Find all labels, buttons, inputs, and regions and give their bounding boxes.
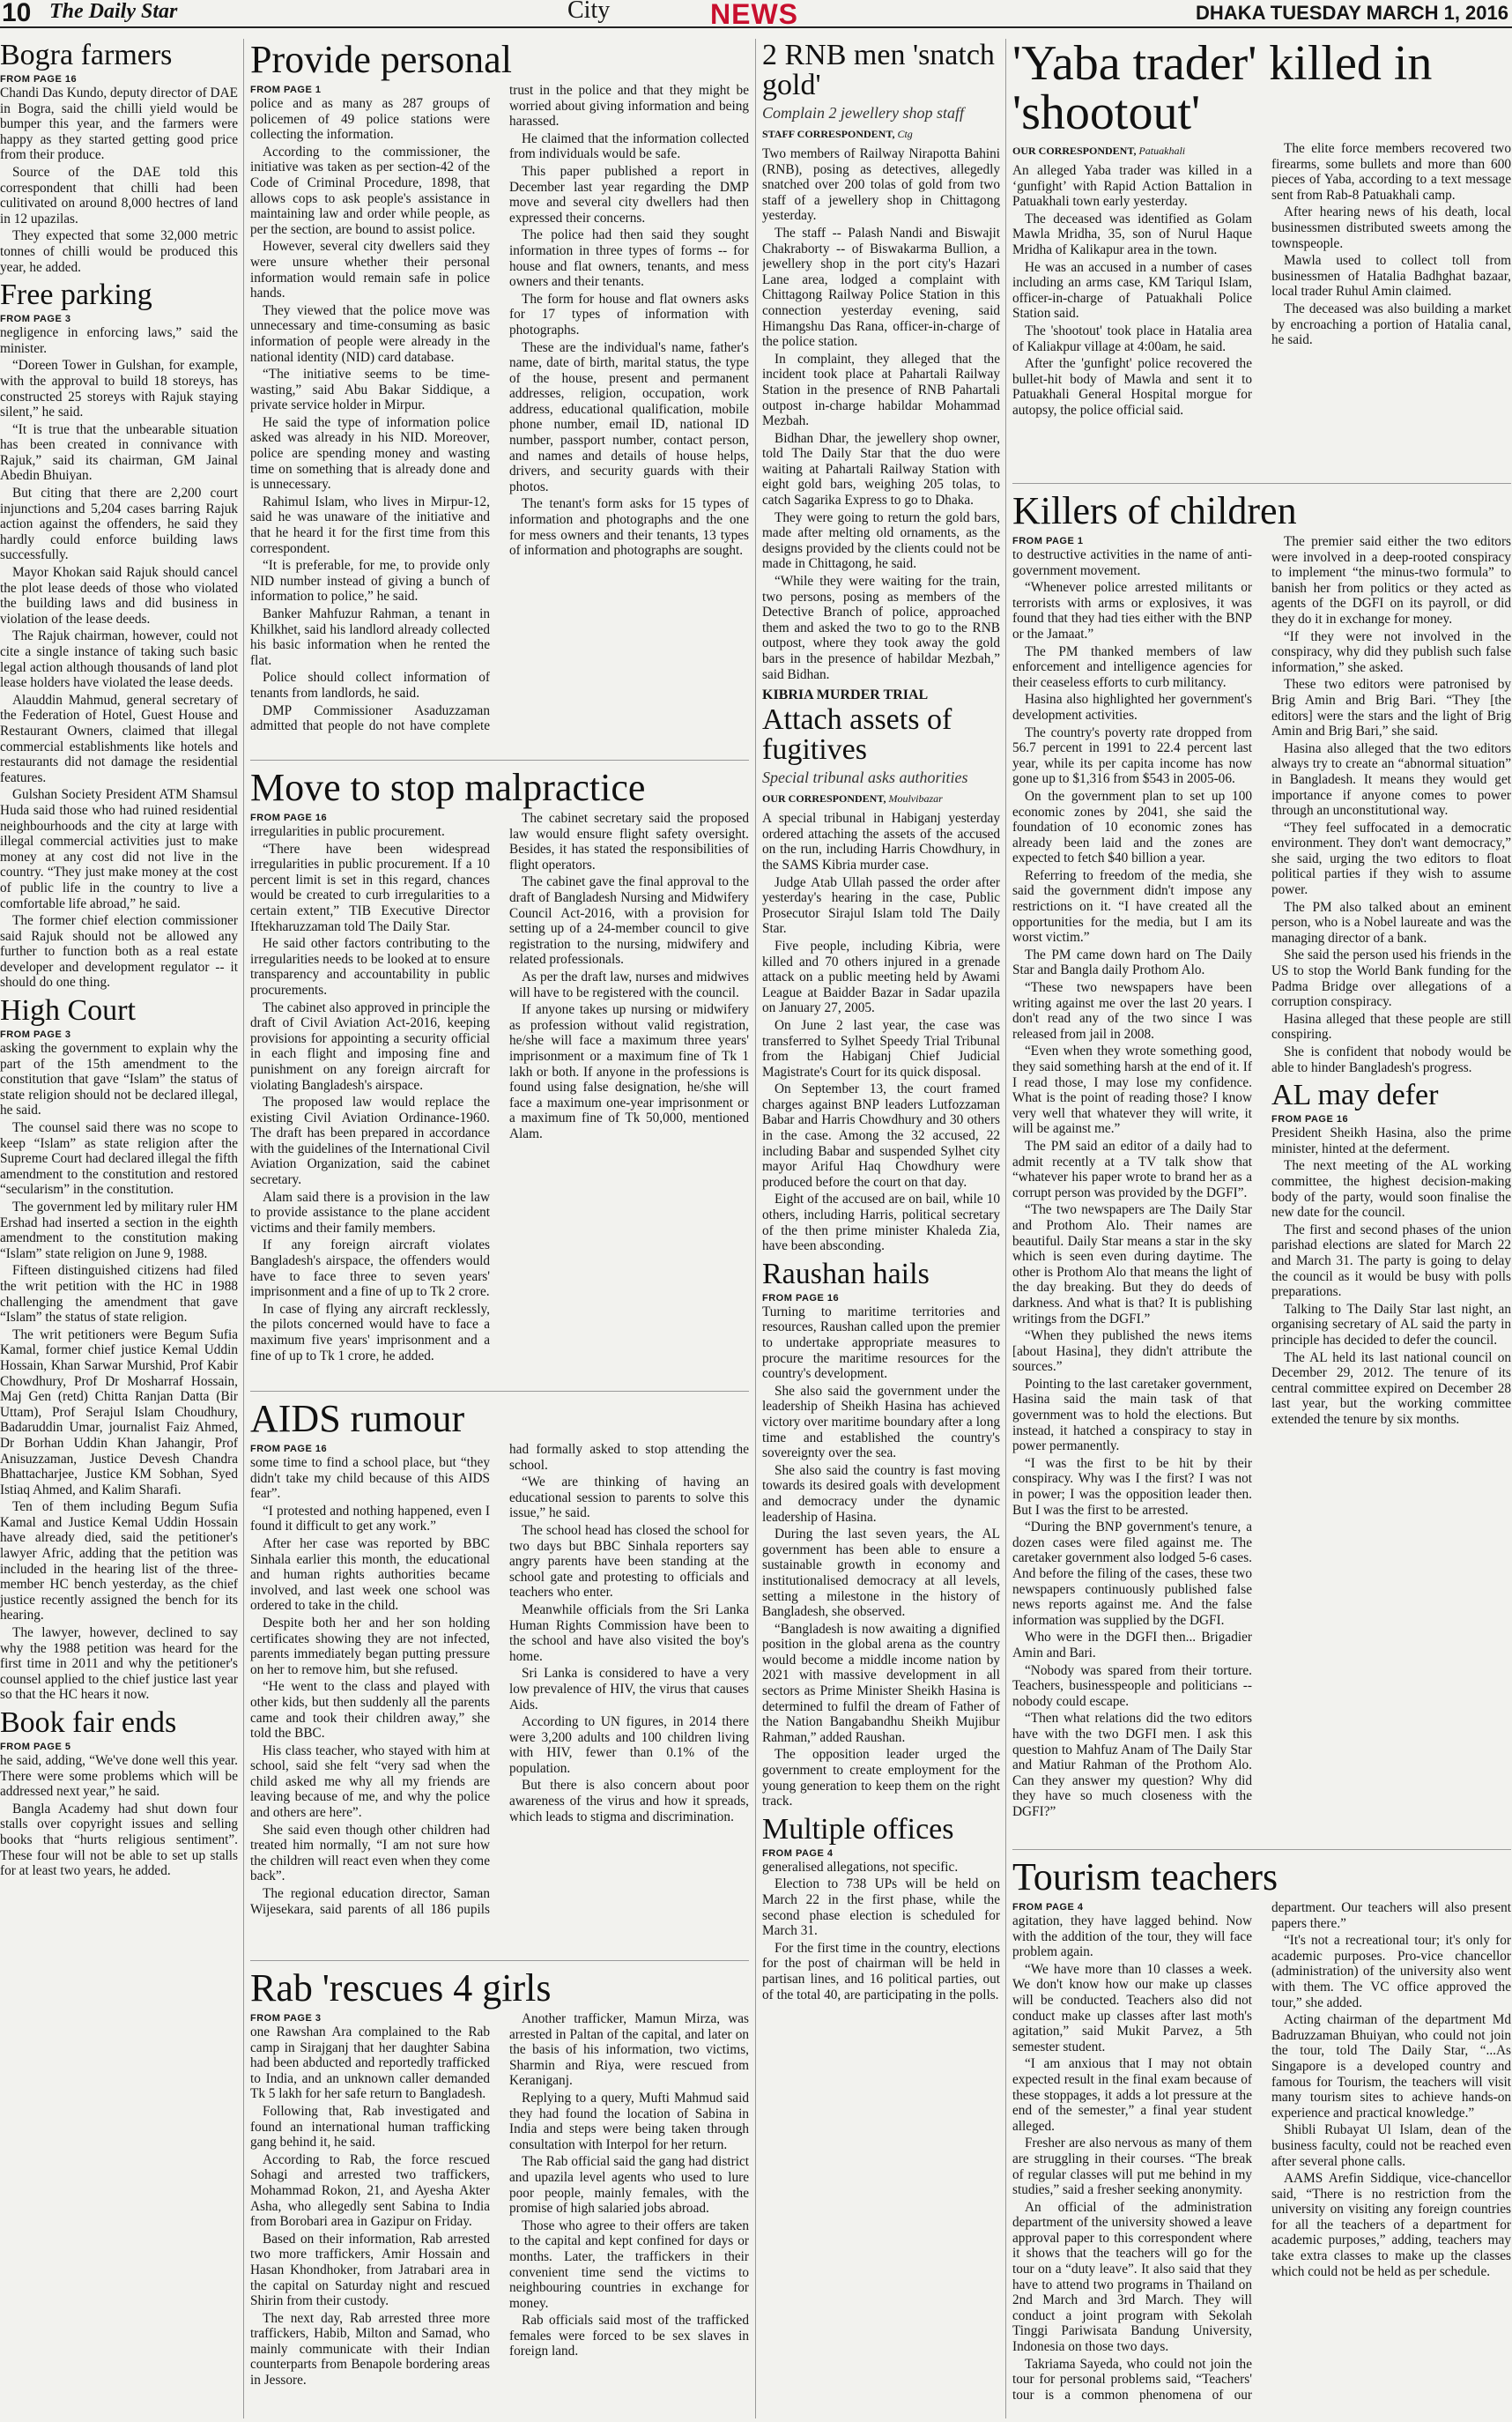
byline-role: OUR CORRESPONDENT, xyxy=(1012,145,1137,157)
jump-line: FROM PAGE 16 xyxy=(250,813,328,823)
paragraph: The AL held its last national council on December 29, 2012. The tenure of its central committee expired on December 28 last year, but the working committee extended the tenure by six months. xyxy=(1271,1349,1511,1427)
jump-line: FROM PAGE 4 xyxy=(762,1847,834,1859)
left-column xyxy=(0,35,238,2420)
article-body xyxy=(250,2011,749,2410)
article-bogra xyxy=(0,41,238,275)
paragraph: After hearing news of his death, local businessmen distributed sweets among the townspeople. xyxy=(1271,204,1511,251)
paragraph: According to Rab, the force rescued Sohagi and arrested two traffickers, Mohammad Rokon, 21, and Ayesha Akter Asha, who allegedly sent Sabina to India from Borobari area in Gazipur on Friday. xyxy=(250,2151,490,2230)
jump-line: FROM PAGE 16 xyxy=(1271,1114,1349,1126)
paragraph: A special tribunal in Habiganj yesterday ordered attaching the assets of the accused on the run, including Harris Chowdhury, in the SAMS Kibria murder case. xyxy=(762,811,1000,873)
paragraph: She is confident that nobody would be able to hinder Bangladesh's progress. xyxy=(1271,1044,1511,1075)
paragraph: But there is also concern about poor awareness of the virus and how it spreads, which leads to stigma and discrimination. xyxy=(509,1778,749,1824)
jump-line: FROM PAGE 5 xyxy=(0,1742,71,1752)
headline: Bogra farmers xyxy=(0,39,173,71)
paragraph: But citing that there are 2,200 court injunctions and 5,204 cases barring Rajuk action against the offenders, he said they hardly could enforce building laws successfully. xyxy=(0,486,238,563)
paragraph: Those who agree to their offers are taken to the capital and kept confined for days or months. Later, the traffickers in their convenient time send the victims to neighbouring countries in exchange for money. xyxy=(509,2218,749,2311)
paragraph: These two editors were patronised by Brig Amin and Brig Bari. “They [the editors] were the stars and the light of Brig Amin and Brig Bari,” she said. xyxy=(1271,677,1511,739)
paragraph: The police had then said they sought information in three types of forms -- for house and flat owners, tenants, and mess owners and their tenants. xyxy=(509,227,749,290)
paragraph: “If they were not involved in the conspiracy, why did they publish such false information,” she asked. xyxy=(1271,628,1511,675)
paragraph: DMP Commissioner Asaduzzaman admitted that people do not have complete trust in the police and that they might be worried about giving information and being harassed. xyxy=(250,83,749,734)
headline: AIDS rumour xyxy=(250,1397,465,1440)
paragraph: Following that, Rab investigated and found an international human trafficking gang behind it, he said. xyxy=(250,2103,490,2151)
section-rule xyxy=(250,1391,749,1392)
paragraph: “While they were waiting for the train, two persons, posing as members of the Detective Branch of police, approached them and asked the two to go to the RNB outpost, where they took away the gold bars in the presence of habildar Mezbah,” said Bidhan. xyxy=(762,574,1000,682)
paragraph: The tenant's form asks for 15 types of information and photographs and the one for mess owners and their tenants, 13 types of information and photographs are sought. xyxy=(509,496,749,559)
jump-line: FROM PAGE 16 xyxy=(250,1444,328,1454)
jump-line: FROM PAGE 1 xyxy=(1012,536,1084,546)
paragraph: The staff -- Palash Nandi and Biswajit Chakraborty -- of Biswakarma Bullion, a jewellery shop in the port city's Hazari Lane area, lodged a complaint with Chittagong Railway Police Station in this connection yesterday evening, said Himangshu Das Rana, officer-in-charge of the police station. xyxy=(762,225,1000,350)
jump-line: FROM PAGE 3 xyxy=(0,1029,71,1041)
paragraph: “I am anxious that I may not obtain expected result in the final exam because of these stoppages, it adds a lot pressure at the end of the semester,” a final year student alleged. xyxy=(1012,2056,1252,2134)
paragraph: She said the person used his friends in the US to stop the World Bank funding for the Padma Bridge over allegations of a corruption conspiracy. xyxy=(1271,947,1511,1010)
byline xyxy=(762,792,1000,806)
paragraph: “Doreen Tower in Gulshan, for example, with the approval to build 18 storeys, has constructed 25 storeys with Rajuk staying silent,” he said. xyxy=(0,358,238,420)
column-divider xyxy=(243,39,244,2418)
paragraph: Hasina alleged that these people are still conspiring. xyxy=(1271,1011,1511,1043)
paragraph: “They feel suffocated in a democratic environment. They don't want democracy,” she said, urging the two editors to float political parties if they wish to assume power. xyxy=(1271,820,1511,898)
paragraph: “Whenever police arrested militants or terrorists with arms or explosives, it was found that they had ties either with the BNP or the Jamaat.” xyxy=(1012,580,1252,642)
jump-line: FROM PAGE 4 xyxy=(1012,1902,1084,1913)
byline-location: Moulvibazar xyxy=(888,792,943,806)
headline: AL may defer xyxy=(1271,1079,1439,1112)
paragraph: Five people, including Kibria, were killed and 70 others injured in a grenade attack on a public meeting held by Awami League at Baidder Bazar in Sadar upazila on January 27, 2005. xyxy=(762,938,1000,1016)
paragraph: one Rawshan Ara complained to the Rab camp in Sirajganj that her daughter Sabina had been abducted and reportedly trafficked to India, and an unknown caller demanded Tk 5 lakh for her safe return to Bangladesh. xyxy=(250,2025,490,2102)
headline: 'Yaba trader' killed in 'shootout' xyxy=(1012,36,1433,140)
paragraph: Shibli Rubayat Ul Islam, dean of the business faculty, could not be reached even after several phone calls. xyxy=(1271,2122,1511,2169)
paragraph: The PM thanked members of law enforcement and intelligence agencies for their ceaseless efforts to curb militancy. xyxy=(1012,643,1252,690)
paragraph: He claimed that the information collected from individuals would be safe. xyxy=(509,130,749,162)
paragraph: These are the individual's name, father's name, date of birth, marital status, the type of the house, present and permanent addresses, religion, occupation, work address, educational qualification, mobile phone number, email ID, national ID number, passport number, contact person, and names and details of house helps, drivers, and security guards with their photos. xyxy=(509,339,749,494)
headline: 2 RNB men 'snatch gold' xyxy=(762,39,995,101)
paragraph: Pointing to the last caretaker government, Hasina said the main task of that government was to hold the elections. But instead, it hatched a conspiracy to stay in power permanently. xyxy=(1012,1376,1252,1454)
paragraph: “When they published the news items [about Hasina], they didn't attribute the sources.” xyxy=(1012,1328,1252,1375)
paragraph: After her case was reported by BBC Sinhala earlier this month, the educational and human rights authorities became involved, and last week one school was ordered to take in the child. xyxy=(250,1535,490,1614)
paragraph: Who were in the DGFI then... Brigadier Amin and Bari. xyxy=(1012,1630,1252,1660)
paragraph: In complaint, they alleged that the incident took place at Pahartali Railway Station in the presence of RNB Pahartali outpost in-charge habildar Mohammad Mezbah. xyxy=(762,351,1000,429)
paragraph: Sri Lanka is considered to have a very low prevalence of HIV, the virus that causes Aids. xyxy=(509,1666,749,1712)
deck: Complain 2 jewellery shop staff xyxy=(762,104,964,122)
paragraph: Based on their information, Rab arrested two more traffickers, Amir Hossain and Hasan Khondhoker, from Jatrabari area in the capital on Saturday night and rescued Shirin from their custody. xyxy=(250,2231,490,2309)
paragraph: This paper published a report in December last year regarding the DMP move and several city dwellers had then expressed their concerns. xyxy=(509,163,749,226)
paragraph: “I protested and nothing happened, even I found it difficult to get any work.” xyxy=(250,1503,490,1534)
byline xyxy=(1012,145,1252,158)
paragraph: “During the BNP government's tenure, a dozen cases were filed against me. The caretaker government also lodged 5-6 cases. And before the filing of the cases, these two newspapers continuously published false news reports against me. And the false information was supplied by the DGFI. xyxy=(1012,1519,1252,1628)
paragraph: President Sheikh Hasina, also the prime minister, hinted at the deferment. xyxy=(1271,1126,1511,1156)
paragraph: “Then what relations did the two editors have with the two DGFI men. I ask this question to Mahfuz Anam of The Daily Star and Matiur Rahman of the Prothom Alo. Can they answer my question? Why did they have so much closeness with the DGFI?” xyxy=(1012,1711,1252,1819)
paragraph: They viewed that the police move was unnecessary and time-consuming as basic information of people were already in the national identity (NID) card database. xyxy=(250,302,490,365)
paragraph: The school head has closed the school for two days but BBC Sinhala reporters say angry parents have been standing at the school gate and protesting to officials and teachers who enter. xyxy=(509,1522,749,1601)
section-news-label: NEWS xyxy=(710,0,798,30)
paragraph: According to UN figures, in 2014 there were 3,200 adults and 100 children living with HIV, fewer than 0.1% of the population. xyxy=(509,1714,749,1776)
article-tourism-teachers xyxy=(1012,1853,1511,2420)
paragraph: The cabinet secretary said the proposed law would ensure flight safety oversight. Besides, it has stated the responsibilities of flight operators. xyxy=(509,811,749,873)
article-body xyxy=(250,83,749,746)
paragraph: Acting chairman of the department Md Badruzzaman Bhuiyan, who could not join the tour, told The Daily Star, “...As Singapore is a developed country and famous for Tourism, the teachers will visit many tourism sites to achieve hands-on experience and practical knowledge.” xyxy=(1271,2012,1511,2121)
paragraph: “He went to the class and played with other kids, but then suddenly all the parents came and took their children away,” she told the BBC. xyxy=(250,1679,490,1742)
paragraph: The premier said either the two editors were involved in a deep-rooted conspiracy to implement “the minus-two formula” to banish her from politics or they acted as agents of the DGFI on its payroll, or did they do it in exchange for money. xyxy=(1271,534,1511,627)
page-number: 10 xyxy=(2,0,32,27)
headline: Tourism teachers xyxy=(1012,1855,1279,1898)
paragraph: “It is preferable, for me, to provide only NID number instead of giving a bunch of information to police,” he said. xyxy=(250,558,490,605)
paragraph: Judge Atab Ullah passed the order after yesterday's hearing in the case, Public Prosecutor Sirajul Islam told The Daily Star. xyxy=(762,874,1000,937)
paragraph: AAMS Arefin Siddique, vice-chancellor said, “There is no restriction from the university on visiting any foreign countries for all the teachers of a department for academic purposes,” adding, teachers may take extra classes to make up the classes which could not be held as per schedule. xyxy=(1271,2171,1511,2279)
article-aids-rumour xyxy=(250,1394,749,1958)
paragraph: “Bangladesh is now awaiting a dignified position in the global arena as the country would become a middle income nation by 2021 with massive development in all sectors as Prime Minister Sheikh Hasina is determined to fulfil the dream of Father of the Nation Bangabandhu Sheikh Mujibur Rahman,” added Raushan. xyxy=(762,1621,1000,1745)
byline-role: OUR CORRESPONDENT, xyxy=(762,792,886,806)
paragraph: The PM said an editor of a daily had to admit recently at a TV talk show that “whatever his paper wrote to brand her as a corrupt person was provided by the DGFI”. xyxy=(1012,1138,1252,1200)
article-book-fair xyxy=(0,1708,238,1879)
paragraph: The elite force members recovered two firearms, some bullets and more than 600 pieces of Yaba, according to a text message sent from Rab-8 Patuakhali camp. xyxy=(1271,141,1511,203)
article-killers-of-children xyxy=(1012,487,1511,1847)
paragraph: They expected that some 32,000 metric tonnes of chilli would be produced this year, he added. xyxy=(0,228,238,275)
headline: Raushan hails xyxy=(762,1257,930,1290)
paragraph: She also said the country is fast moving towards its desired goals with development and democracy under the dynamic leadership of Hasina. xyxy=(762,1462,1000,1525)
paragraph: Rab officials said most of the trafficked females were forced to be sex slaves in foreign land. xyxy=(509,2313,749,2359)
paragraph: The Rajuk chairman, however, could not cite a single instance of taking such basic legal action although thousands of land plot lease holders have violated the lease deeds. xyxy=(0,628,238,691)
article-provide-personal xyxy=(250,35,749,758)
paragraph: An official of the administration department of the university showed a leave approval paper to this correspondent where it shows that the teachers will go for the tour on a “duty leave”. It also said that they have to attend two programs in Thailand on 2nd March and 3rd March. They will conduct a joint program with Sekolah Tinggi Pariwisata Bandung University, Indonesia on those two days. xyxy=(1012,2199,1252,2355)
paragraph: Takriama Sayeda, who could not join the tour for personal problems said, “Teachers' tour is a common phenomena of our department. Our teachers will also present papers there.” xyxy=(1012,1900,1511,2403)
paragraph: On June 2 last year, the case was transferred to Sylhet Speedy Trial Tribunal from the Habiganj Chief Judicial Magistrate's Court for its quick disposal. xyxy=(762,1017,1000,1080)
paragraph: The first and second phases of the union parishad elections are slated for March 22 and March 31. The party is going to delay the council as it would be busy with polls preparations. xyxy=(1271,1222,1511,1300)
middle-right-column xyxy=(762,35,1000,2420)
article-yaba-trader xyxy=(1012,35,1511,480)
paragraph: negligence in enforcing laws,” said the minister. xyxy=(0,325,238,356)
paragraph: The cabinet gave the final approval to the draft of Bangladesh Nursing and Midwifery Council Act-2016, with a provision for setting up of a 24-member council to give registration to the nursing, midwifery and related professionals. xyxy=(509,874,749,968)
paragraph: His class teacher, who stayed with him at school, said she felt “very sad when the child asked me why all my friends are leaving because of me, and why the police and others are here”. xyxy=(250,1742,490,1821)
article-rnb-gold xyxy=(762,41,1000,682)
section-rule xyxy=(250,760,749,761)
paragraph: The PM also talked about an eminent person, who is a Nobel laureate and was the managing director of a bank. xyxy=(1271,899,1511,946)
paragraph: Another trafficker, Mamun Mirza, was arrested in Paltan of the capital, and later on the basis of his information, two victims, Sharmin and Riya, were rescued from Keraniganj. xyxy=(509,2011,749,2089)
paragraph: Election to 738 UPs will be held on March 22 in the first phase, while the second phase election is scheduled for March 31. xyxy=(762,1876,1000,1939)
article-al-may-defer xyxy=(1271,1081,1511,1427)
paragraph: She said even though other children had treated him normally, “I am not sure how the children will react even when they come back”. xyxy=(250,1822,490,1884)
paragraph: to destructive activities in the name of anti-government movement. xyxy=(1012,547,1252,578)
article-multiple-offices xyxy=(762,1812,1000,2002)
jump-line: FROM PAGE 16 xyxy=(0,74,78,85)
paragraph: The deceased was also building a market by encroaching a portion of Hatalia canal, he said. xyxy=(1271,301,1511,348)
paragraph: The counsel said there was no scope to keep “Islam” as state religion after the Supreme Court had declared illegal the fifth amendment to the constitution and restored “secularism” in the constitution. xyxy=(0,1120,238,1198)
paragraph: “I was the first to be hit by their conspiracy. Why was I the first? I was not in power; I was the opposition leader then. But I was the first to be arrested. xyxy=(1012,1455,1252,1518)
paragraph: Alam said there is a provision in the law to provide assistance to the plane accident victims and their family members. xyxy=(250,1189,490,1236)
paragraph: He said other factors contributing to the irregularities needs to be looked at to ensure transparency and accountability in public procurements. xyxy=(250,936,490,998)
kicker: KIBRIA MURDER TRIAL xyxy=(762,687,929,703)
paragraph: The opposition leader urged the government to create employment for the young generation to keep them on the right track. xyxy=(762,1747,1000,1809)
headline: Rab 'rescues 4 girls xyxy=(250,1966,552,2010)
paragraph: However, several city dwellers said they were unsure whether their personal information would remain safe in police hands. xyxy=(250,239,490,301)
paragraph: Banker Mahfuzur Rahman, a tenant in Khilkhet, said his landlord already collected his basic information when he rented the flat. xyxy=(250,606,490,668)
paragraph: police and as many as 287 groups of policemen of 49 police stations were collecting the information. xyxy=(250,96,490,143)
paragraph: The 'shootout' took place in Hatalia area of Kaliakpur village at 4:00am, he said. xyxy=(1012,323,1252,354)
paragraph: She also said the government under the leadership of Sheikh Hasina has achieved victory over maritime boundary after a long time and established the country's sovereignty over the sea. xyxy=(762,1383,1000,1461)
paragraph: Bangla Academy had shut down four stalls over copyright issues and selling books that “hurts religious sentiment”. These four will not be able to set up stalls for at least two years, he added. xyxy=(0,1801,238,1879)
column-divider xyxy=(1005,39,1006,2418)
paragraph: “We are thinking of having an educational session to parents to solve this issue,” he said. xyxy=(509,1475,749,1521)
paragraph: For the first time in the country, elections for the post of chairman will be held in partisan lines, and 16 political parties, out of the total 40, are participating in the polls. xyxy=(762,1940,1000,2002)
jump-line: FROM PAGE 3 xyxy=(0,314,71,325)
paragraph: According to the commissioner, the initiative was taken as per section-42 of the Code of Criminal Procedure, 1898, that allows cops to ask people's assistance in maintaining law and order while people, as per the section, are bound to assist police. xyxy=(250,144,490,237)
article-body xyxy=(1012,534,1511,1835)
headline: Move to stop malpractice xyxy=(250,766,646,809)
paragraph: The deceased was identified as Golam Mawla Mridha, 35, son of Nurul Haque Mridha of Kalikapur area in the town. xyxy=(1012,211,1252,257)
paragraph: He was an accused in a number of cases including an arms case, KM Tariqul Islam, officer-in-charge of Patuakhali Police Station said. xyxy=(1012,259,1252,322)
headline: Attach assets of fugitives xyxy=(762,703,952,767)
jump-line: FROM PAGE 3 xyxy=(250,2013,322,2024)
byline-location: Ctg xyxy=(897,128,913,140)
headline: Killers of children xyxy=(1012,489,1297,532)
jump-line: FROM PAGE 16 xyxy=(762,1292,840,1304)
paragraph: Rahimul Islam, who lives in Mirpur-12, said he was unaware of the initiative and that he heard it for the first time from this correspondent. xyxy=(250,494,490,556)
paragraph: “It's not a recreational tour; it's only for academic purposes. Pro-vice chancellor (administration) of the university also went with them. The VC office approved the tour,” she added. xyxy=(1271,1933,1511,2010)
paragraph: Gulshan Society President ATM Shamsul Huda said those who had ruined residential neighbourhoods and the city at large with illegal commercial activities just to make money at any cost did not live in the country. “They just make money at the cost of public life in the country to live a comfortable life abroad,” he said. xyxy=(0,787,238,911)
paragraph: Replying to a query, Mufti Mahmud said they had found the location of Sabina in India and steps were being taken through consultation with Interpol for her return. xyxy=(509,2090,749,2152)
article-rab-rescues xyxy=(250,1964,749,2420)
paragraph: Source of the DAE told this correspondent that chilli had been culitivated on around 8,000 hectres of land in 12 upazilas. xyxy=(0,164,238,227)
paragraph: Hasina also alleged that the two editors always try to create an “abnormal situation” in Bangladesh. It means they would get importance if anyone comes to power through an unconstitutional way. xyxy=(1271,740,1511,819)
article-high-court xyxy=(0,996,238,1703)
paragraph: “The two newspapers are The Daily Star and Prothom Alo. Their names are beautiful. Daily Star means a star in the sky which is seen even during daytime. The other is Prothom Alo that means the light of the day breaking. But they do deeds of darkness. And what is that? It is publishing writings from the DGFI.” xyxy=(1012,1202,1252,1326)
paragraph: Referring to freedom of the media, she said the government didn't impose any restrictions on it. “I have created all the opportunities for the media, but I am its worst victim.” xyxy=(1012,867,1252,946)
paragraph: agitation, they have lagged behind. Now with the addition of the tour, they will face problem again. xyxy=(1012,1913,1252,1960)
paragraph: “There have been widespread irregularities in public procurement. If a 10 percent limit is set in this regard, chances would be created to curb irregularities to a certain extent,” TIB Executive Director Iftekharuzzaman told The Daily Star. xyxy=(250,841,490,934)
section-rule xyxy=(250,1960,749,1961)
paragraph: Meanwhile officials from the Sri Lanka Human Rights Commission have been to the school and have also visited the boy's home. xyxy=(509,1601,749,1664)
paragraph: Fresher are also nervous as many of them are struggling in their courses. “The break of regular classes will put me behind in my studies,” said a fresher seeking anonymity. xyxy=(1012,2136,1252,2198)
paragraph: some time to find a school place, but “they didn't take my child because of this AIDS fear”. xyxy=(250,1455,490,1502)
paragraph: After the 'gunfight' police recovered the bullet-hit body of Mawla and sent it to Patuakhali General Hospital morgue for autopsy, the police official said. xyxy=(1012,356,1252,418)
paragraph: Eight of the accused are on bail, while 10 others, including Harris, political secretary of the then prime minister Khaleda Zia, have been absconding. xyxy=(762,1192,1000,1254)
article-body xyxy=(250,1442,749,1946)
paragraph: generalised allegations, not specific. xyxy=(762,1859,959,1875)
paragraph: The next meeting of the AL working committee, the highest decision-making body of the party, would soon finalise the new date for the council. xyxy=(1271,1158,1511,1221)
paragraph: Fifteen distinguished citizens had filed the writ petition with the HC in 1988 challenging the amendment that gave “Islam” the status of state religion. xyxy=(0,1263,238,1326)
paragraph: Despite both her and her son holding certificates showing they are not infected, parents immediately began putting pressure on her to remove him, but she refused. xyxy=(250,1615,490,1677)
paragraph: “We have more than 10 classes a week. We don't know how our make up classes will be conducted. Teachers also did not conduct make up classes after last moth's agitation,” said Mukit Parvez, a 5th semester student. xyxy=(1012,1961,1252,2054)
paragraph: “Nobody was spared from their torture. Teachers, businesspeople and politicians -- nobody could escape. xyxy=(1012,1662,1252,1709)
paragraph: Ten of them including Begum Sufia Kamal and Justice Kemal Uddin Hossain have already died, said the petitioner's lawyer Afric, adding that the petition was included in the hearing list of the three-member HC bench yesterday, as the chief justice recently assigned the bench for its hearing. xyxy=(0,1499,238,1623)
paragraph: The form for house and flat owners asks for 17 types of information with photographs. xyxy=(509,291,749,338)
paragraph: “These two newspapers have been writing against me over the last 20 years. I don't read any of the two since I was released from jail in 2008. xyxy=(1012,980,1252,1042)
paragraph: Alauddin Mahmud, general secretary of the Federation of Hotel, Guest House and Restaurant Owners, claimed that illegal commercial establishments like hotels and restaurants did not damage the residential features. xyxy=(0,692,238,785)
masthead xyxy=(0,0,1512,28)
headline: Provide personal xyxy=(250,38,512,81)
paragraph: The lawyer, however, declined to say why the 1988 petition was heard for the first time in 2011 and why the petitioner's counsel applied to the chief justice last year so that the HC hears it now. xyxy=(0,1625,238,1703)
paper-logo: The Daily Star xyxy=(49,0,178,23)
paragraph: Chandi Das Kundo, deputy director of DAE in Bogra, said the chilli yield would be bumper this year, and the farmers were happy as they started getting good price from their produce. xyxy=(0,85,238,163)
paragraph: Talking to The Daily Star last night, an organising secretary of AL said the party in principle has decided to defer the council. xyxy=(1271,1301,1511,1348)
paragraph: The proposed law would replace the existing Civil Aviation Ordinance-1960. The draft has been prepared in accordance with the guidelines of the International Civil Aviation Organization, said the cabinet secretary. xyxy=(250,1095,490,1188)
paragraph: irregularities in public procurement. xyxy=(250,824,445,839)
paragraph: “The initiative seems to be time-wasting,” said Abu Bakar Siddique, a private service holder in Mirpur. xyxy=(250,367,490,413)
paragraph: “It is true that the unbearable situation has been created in connivance with Rajuk,” said its chairman, GM Jainal Abedin Bhuiyan. xyxy=(0,421,238,484)
headline: Free parking xyxy=(0,279,152,312)
paragraph: He said the type of information police asked was already in his NID. Moreover, police are spending money and wasting time on something that is already done and is unnecessary. xyxy=(250,414,490,493)
section-label: City xyxy=(567,0,611,24)
paragraph: “Even when they wrote something good, they said something harsh at the end of it. If I read those, I may lose my confidence. What is the point of reading those? I know very well that whatever they will write, it will be against me.” xyxy=(1012,1044,1252,1137)
headline: Multiple offices xyxy=(762,1812,954,1846)
section-rule xyxy=(1012,483,1511,484)
paragraph: They were going to return the gold bars, made after melting old ornaments, as the designs provided by the clients could not be made in Chittagong, he said. xyxy=(762,509,1000,572)
paragraph: The writ petitioners were Begum Sufia Kamal, former chief justice Kemal Uddin Hossain, Khan Sarwar Murshid, Prof Kabir Chowdhury, Prof Dr Mosharraf Hossain, Maj Gen (retd) Chitta Ranjan Datta (Bir Uttam), Prof Serajul Islam Choudhury, Badaruddin Umar, journalist Faiz Ahmed, Dr Borhan Uddin Khan Jahangir, Prof Anisuzzaman, Justice Devesh Chandra Bhattacharjee, Justice KM Sobhan, Syed Istiaq Ahmed, and Kalim Sharafi. xyxy=(0,1326,238,1497)
paragraph: The next day, Rab arrested three more traffickers, Habib, Milton and Samad, who mainly communicate with their Indian counterparts from Benapole bordering areas in Jessore. xyxy=(250,2310,490,2389)
article-body xyxy=(1012,141,1511,432)
paragraph: The PM came down hard on The Daily Star and Bangla daily Prothom Alo. xyxy=(1012,947,1252,978)
paragraph: he said, adding, “We've done well this year. There were some problems which will be addressed next year,” he said. xyxy=(0,1753,238,1800)
byline-role: STAFF CORRESPONDENT, xyxy=(762,128,895,140)
paragraph: An alleged Yaba trader was killed in a ‘gunfight’ with Rapid Action Battalion in Patuakhali town early yesterday. xyxy=(1012,163,1252,210)
paragraph: Turning to maritime territories and resources, Raushan called upon the premier to undertake appropriate measures to procure the maritime resources for the country's development. xyxy=(762,1304,1000,1382)
paragraph: The government led by military ruler HM Ershad had inserted a section in the eighth amendment to the constitution making “Islam” state religion on June 9, 1988. xyxy=(0,1200,238,1261)
article-free-parking xyxy=(0,280,238,991)
article-raushan xyxy=(762,1259,1000,1809)
column-divider xyxy=(755,39,756,2418)
paragraph: The country's poverty rate dropped from 56.7 percent in 1991 to 22.4 percent last year, while its per capita income has now gone up to $1,316 from $543 in 2005-06. xyxy=(1012,724,1252,787)
deck: Special tribunal asks authorities xyxy=(762,769,968,787)
paragraph: asking the government to explain why the part of the 15th amendment to the constitution that gave “Islam” the status of state religion should not be declared illegal, he said. xyxy=(0,1041,238,1118)
paragraph: If any foreign aircraft violates Bangladesh's airspace, the offenders would have to face three to seven years' imprisonment and a fine of up to Tk 2 crore. xyxy=(250,1237,490,1300)
paragraph: On September 13, the court framed charges against BNP leaders Lutfozzaman Babar and Harris Chowdhury and 30 others in the case. Among the 32 accused, 22 including Babar and suspended Sylhet city mayor Ariful Haq Chowdhury were produced before the court on that day. xyxy=(762,1081,1000,1190)
paragraph: On the government plan to set up 100 economic zones by 2041, she said the foundation of 10 economic zones has already been laid and the zones are expected to fetch $40 billion a year. xyxy=(1012,788,1252,866)
paragraph: The former chief election commissioner said Rajuk should not be allowed any further to function both as a real estate developer and development regulator -- it should do one thing. xyxy=(0,913,238,991)
paragraph: Police should collect information of tenants from landlords, he said. xyxy=(250,670,490,701)
jump-line: FROM PAGE 1 xyxy=(250,85,322,95)
paragraph: The cabinet also approved in principle the draft of Civil Aviation Act-2016, keeping provisions for appointing a security official in each flight and imposing fine and punishment on any foreign aircraft for violating Bangladesh's airspace. xyxy=(250,999,490,1093)
paragraph: In case of flying any aircraft recklessly, the pilots concerned would have to face a maximum five years' imprisonment and a fine of up to Tk 1 crore, he added. xyxy=(250,1301,490,1363)
byline xyxy=(762,128,1000,141)
dateline: DHAKA TUESDAY MARCH 1, 2016 xyxy=(1196,2,1508,24)
paragraph: Mayor Khokan said Rajuk should cancel the plot lease deeds of those who violated the building laws and did business in violation of the lease deeds. xyxy=(0,565,238,627)
paragraph: Two members of Railway Nirapotta Bahini (RNB), posing as detectives, allegedly snatched over 200 tolas of gold from two staff of a jewellery shop in Chittagong yesterday. xyxy=(762,146,1000,224)
article-body xyxy=(1012,1900,1511,2408)
paragraph: The regional education director, Saman Wijesekara, said parents of all 186 pupils had formally asked to stop attending the school. xyxy=(250,1442,749,1917)
paragraph: Hasina also highlighted her government's development activities. xyxy=(1012,692,1252,723)
headline: Book fair ends xyxy=(0,1706,177,1739)
paragraph: As per the draft law, nurses and midwives will have to be registered with the council. xyxy=(509,969,749,1000)
paragraph: The Rab official said the gang had district and upazila level agents who used to lure poor people, mainly females, with the promise of high salaried jobs abroad. xyxy=(509,2154,749,2217)
paragraph: During the last seven years, the AL government has been able to ensure a sustainable growth in economy and institutionalised democracy at all levels, setting a milestone in the history of Bangladesh, she observed. xyxy=(762,1527,1000,1620)
article-malpractice xyxy=(250,763,749,1389)
paragraph: If anyone takes up nursing or midwifery as profession without valid registration, he/she will face a maximum three years' imprisonment or a maximum fine of Tk 1 lakh or both. If anyone in the professions is found using false designation, he/she will face a maximum one-year imprisonment or a maximum fine of Tk 50,000, mentioned Alam. xyxy=(509,1002,749,1141)
article-kibria xyxy=(762,687,1000,1254)
article-body xyxy=(250,811,749,1375)
paragraph: Bidhan Dhar, the jewellery shop owner, told The Daily Star that the duo were waiting at Pahartali Railway Station with eight gold bars, weighing 205 tolas, to catch Sagarika Express to go to Dhaka. xyxy=(762,430,1000,509)
paragraph: Mawla used to collect toll from businessmen of Hatalia Badhghat bazaar, local trader Ruhul Amin claimed. xyxy=(1271,253,1511,300)
section-rule xyxy=(1012,1849,1511,1850)
headline: High Court xyxy=(0,994,136,1028)
byline-location: Patuakhali xyxy=(1138,145,1186,157)
